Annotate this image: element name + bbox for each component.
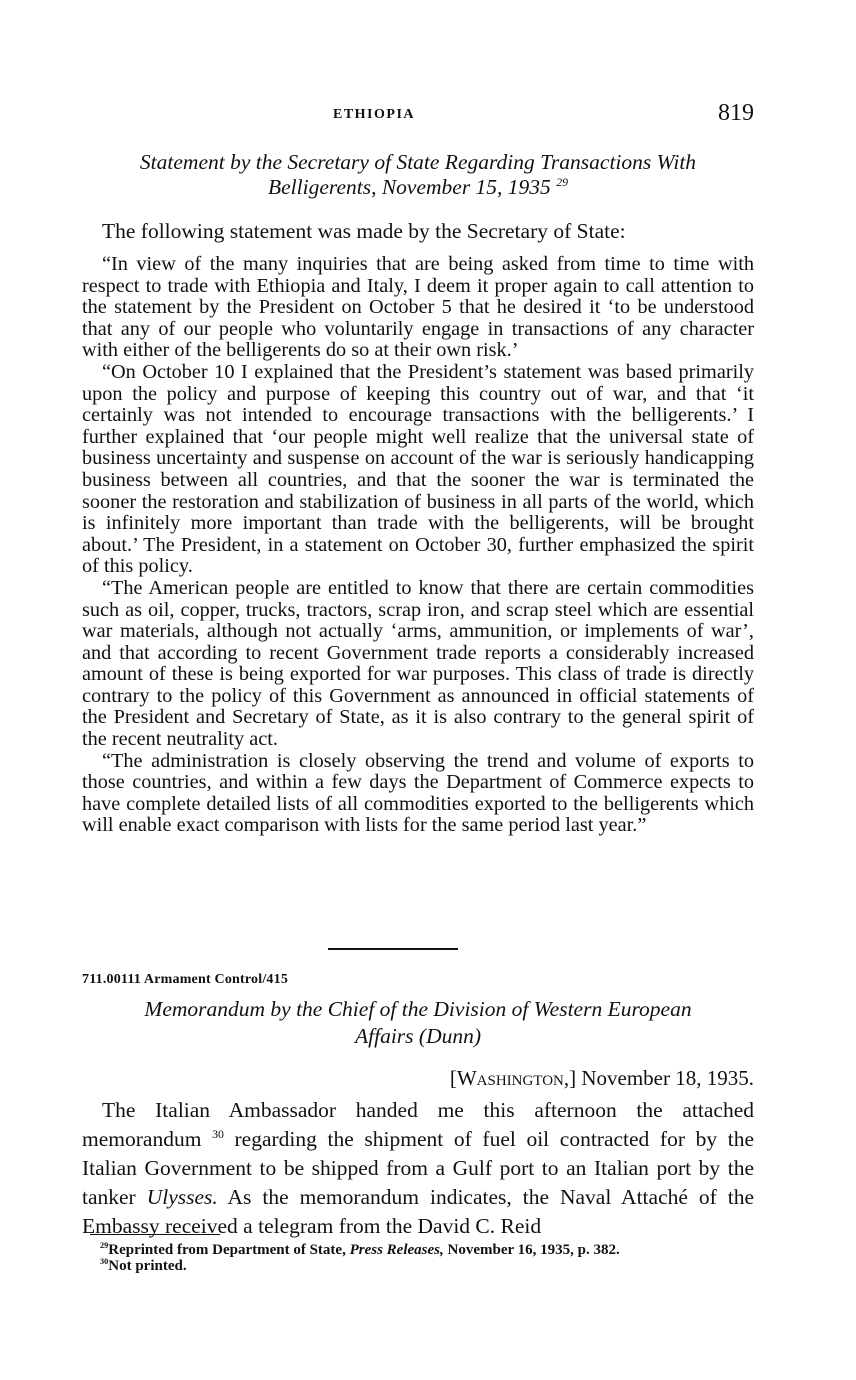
footnote-text: Reprinted from Department of State, bbox=[108, 1242, 346, 1258]
statement-paragraph: “On October 10 I explained that the President’s statement was based primarily upon the policy and purpose of keeping this country out of war, and that ‘it certainly was not intended to encourage transactions with the belligerents.’ I further explained that ‘our people might well realize that the universal state of business uncertainty and suspense on account of the war is seriously handicapping business between all countries, and that the sooner the war is terminated the sooner the restoration and stabilization of business in all parts of the world, which is infinitely more important than trade with the belligerents, will be brought about.’ The President, in a statement on October 30, further emphasized the spirit of this policy. bbox=[82, 360, 754, 578]
dateline-place: [Washington,] bbox=[449, 1066, 577, 1090]
footnotes bbox=[82, 1242, 754, 1274]
page-number: 819 bbox=[718, 100, 754, 126]
footnote-30 bbox=[82, 1258, 754, 1274]
footnote-number: 29 bbox=[100, 1241, 109, 1250]
footnote-publication: Press Releases, bbox=[349, 1242, 444, 1258]
dateline bbox=[450, 1066, 754, 1091]
memo-title bbox=[82, 996, 754, 1050]
footnote-29 bbox=[82, 1242, 754, 1258]
footnote-text: Not printed. bbox=[108, 1258, 187, 1274]
section-divider bbox=[328, 948, 458, 950]
running-title: ETHIOPIA bbox=[332, 107, 415, 122]
footnote-divider bbox=[90, 1234, 220, 1235]
statement-paragraph: “The administration is closely observing the trend and volume of exports to those countries, and within a few days the Department of Commerce expects to have complete detailed lists of all commodities exported to the belligerents which will enable exact comparison with lists for the same period last year.” bbox=[82, 749, 754, 837]
memo-text-1: The Italian Ambassador handed me this afternoon the attached memorandum bbox=[82, 1098, 754, 1151]
footnote-text: November 16, 1935, p. 382. bbox=[447, 1242, 620, 1258]
statement-paragraph: “The American people are entitled to know that there are certain commodities such as oil, copper, trucks, tractors, scrap iron, and scrap steel which are essential war materials, although not actually ‘arms, ammunition, or implements of war’, and that according to recent Government trade reports a considerably increased amount of these is being exported for war purposes. This class of trade is directly contrary to the policy of this Government as announced in official statements of the President and Secretary of State, as it is also contrary to the general spirit of the recent neutrality act. bbox=[82, 576, 754, 751]
intro-sentence: The following statement was made by the Secretary of State: bbox=[102, 219, 626, 243]
footnote-ref-30: 30 bbox=[212, 1126, 224, 1141]
document-title bbox=[82, 150, 754, 200]
statement-body bbox=[82, 254, 754, 837]
file-reference: 711.00111 Armament Control/415 bbox=[82, 972, 289, 987]
dateline-date: November 18, 1935. bbox=[581, 1066, 754, 1090]
statement-paragraph: “In view of the many inquiries that are being asked from time to time with respect to trade with Ethiopia and Italy, I deem it proper again to call attention to the statement by the President on October 5 that he desired it ‘to be understood that any of our people who voluntarily engage in transactions of any character with either of the belligerents do so at their own risk.’ bbox=[82, 253, 754, 362]
ship-name: Ulysses. bbox=[146, 1185, 218, 1209]
memo-paragraph bbox=[82, 1096, 754, 1241]
memo-title-line-1: Memorandum by the Chief of the Division of Western European bbox=[144, 997, 692, 1021]
memo-title-affairs: Affairs bbox=[354, 1024, 414, 1048]
document-title-line-2: Belligerents, November 15, 1935 bbox=[267, 175, 551, 199]
memo-body bbox=[82, 1096, 754, 1241]
document-title-line-1: Statement by the Secretary of State Regarding Transactions With bbox=[139, 150, 697, 174]
footnote-ref-29: 29 bbox=[556, 174, 568, 189]
memo-title-author: (Dunn) bbox=[418, 1024, 482, 1048]
document-page bbox=[82, 0, 754, 1380]
footnote-number: 30 bbox=[100, 1257, 109, 1266]
running-header bbox=[82, 100, 754, 132]
memo-text-2: regarding the shipment of fuel oil contracted for by the Italian Government to be shipped from a Gulf port to an Italian port by the tanker bbox=[82, 1127, 755, 1209]
memo-text-3: As the memorandum indicates, the Naval Attaché of the Embassy received a telegram from the David C. Reid bbox=[82, 1185, 755, 1238]
